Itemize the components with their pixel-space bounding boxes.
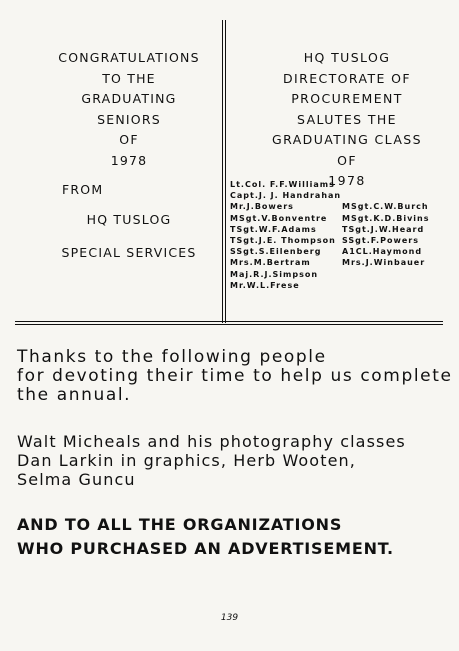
staff-name: Lt.Col. F.F.Williams [230,180,335,189]
staff-row [230,236,450,247]
closing-line: WHO PURCHASED AN ADVERTISEMENT. [17,539,394,558]
salute-line: DIRECTORATE OF [283,70,411,86]
staff-name: Mrs.M.Bertram [230,258,311,268]
salute-line: OF [337,152,357,168]
staff-row [230,225,450,236]
closing-line: AND TO ALL THE ORGANIZATIONS [17,515,343,534]
staff-name: MSgt.V.Bonventre [230,213,328,223]
salute-line: PROCUREMENT [291,91,403,106]
message-line: OF [119,132,139,147]
page-number: 139 [220,613,239,623]
credits-line: Walt Micheals and his photography classes [17,432,406,451]
message-line: 1978 [110,152,148,168]
staff-name: TSgt.J.W.Heard [342,224,425,234]
sponsor-org: SPECIAL SERVICES [61,245,197,260]
staff-name: Capt.J. J. Handrahan [230,191,342,201]
credits-line: Dan Larkin in graphics, Herb Wooten, [17,451,356,470]
thanks-line: for devoting their time to help us complete [17,366,453,386]
staff-list [230,180,450,292]
staff-name: Mr.J.Bowers [230,202,294,212]
thanks-line: Thanks to the following people [17,347,327,367]
staff-name: MSgt.C.W.Burch [342,202,429,212]
staff-name: Maj.R.J.Simpson [230,269,319,279]
staff-name: TSgt.J.E. Thompson [230,235,336,245]
staff-row [230,191,450,202]
procurement-salute [254,48,440,192]
vertical-divider [222,20,223,323]
closing-paragraph [17,513,394,561]
sponsor-org: HQ TUSLOG [86,212,172,227]
salute-line: GRADUATING CLASS [272,132,422,147]
thanks-paragraph [17,348,453,405]
message-line: CONGRATULATIONS [58,50,200,65]
staff-name: MSgt.K.D.Bivins [342,213,430,223]
staff-row [230,270,450,281]
staff-name: Mr.W.L.Frese [230,280,300,290]
salute-line: 1978 [328,173,366,188]
congratulations-message [40,48,218,171]
vertical-divider [225,20,226,323]
salute-line: SALUTES THE [297,111,397,127]
staff-row [230,180,450,191]
message-line: GRADUATING [81,91,177,106]
salute-line: HQ TUSLOG [303,50,391,65]
staff-name: TSgt.W.F.Adams [230,224,317,234]
staff-row [230,281,450,292]
staff-name: Mrs.J.Winbauer [342,258,426,268]
horizontal-divider [15,321,443,322]
staff-name: SSgt.F.Powers [342,235,419,245]
staff-name: A1CL.Haymond [342,247,423,257]
staff-row [230,202,450,213]
staff-row [230,214,450,225]
message-line: SENIORS [97,111,161,127]
credits-line: Selma Guncu [17,470,136,489]
staff-name: SSgt.S.Eilenberg [230,247,322,257]
message-line: TO THE [102,70,156,86]
credits-paragraph [17,432,406,489]
staff-row [230,247,450,258]
thanks-line: the annual. [17,385,132,405]
from-label: FROM [62,182,104,197]
staff-row [230,258,450,269]
horizontal-divider [15,324,443,325]
